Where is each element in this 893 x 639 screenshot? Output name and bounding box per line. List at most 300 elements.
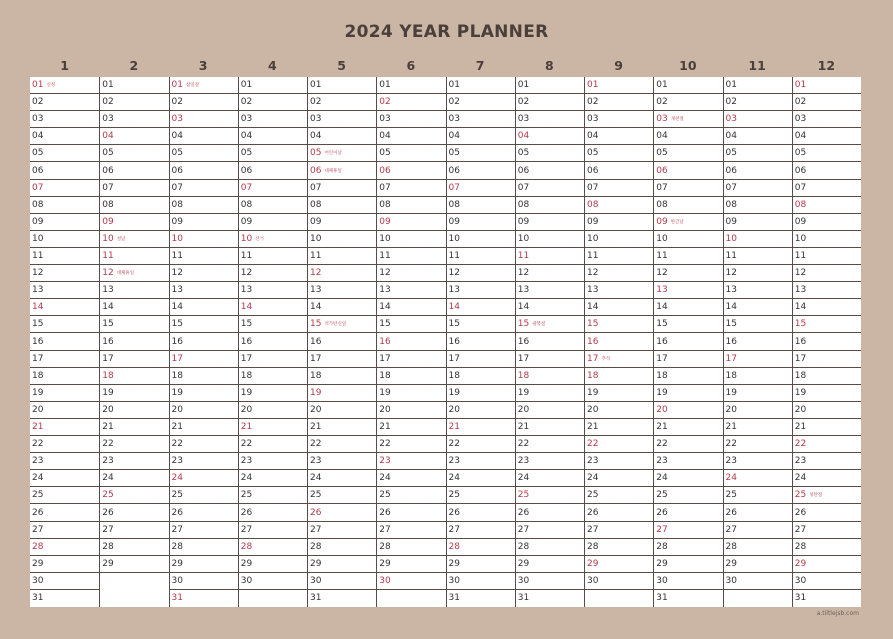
day-number: 16: [517, 336, 530, 347]
day-cell: [30, 265, 99, 282]
day-number: 22: [517, 439, 530, 450]
day-cell: [793, 573, 861, 590]
day-cell: [516, 385, 584, 402]
day-number: 18: [240, 370, 253, 381]
day-cell: [30, 539, 99, 556]
day-number: 12: [517, 268, 530, 279]
day-number: 26: [656, 507, 668, 518]
day-number: 15: [240, 319, 253, 330]
day-cell: [30, 505, 99, 522]
day-number: 23: [517, 456, 530, 467]
day-number: 10: [32, 233, 44, 244]
day-number: 26: [240, 507, 253, 518]
day-cell: [585, 436, 653, 453]
day-number: 16: [171, 336, 183, 347]
months-header: [30, 58, 861, 76]
holiday-label: 개천절: [670, 117, 684, 123]
day-number: 26: [379, 507, 391, 518]
day-cell: [30, 351, 99, 368]
day-cell: [654, 128, 722, 145]
day-number: 06: [171, 165, 183, 176]
day-cell: [100, 487, 168, 504]
day-cell: [724, 145, 792, 162]
day-number: 27: [448, 524, 460, 535]
day-cell: [239, 385, 307, 402]
day-cell: [239, 282, 307, 299]
day-number: 13: [656, 285, 668, 296]
day-number: 23: [794, 456, 807, 467]
day-cell: [308, 334, 376, 351]
day-cell: [516, 197, 584, 214]
planner-grid: [30, 77, 861, 607]
day-number: 17: [171, 353, 183, 364]
day-cell: [239, 145, 307, 162]
day-cell: [377, 163, 445, 180]
day-cell: [447, 197, 515, 214]
day-cell: [170, 248, 238, 265]
day-cell: [377, 334, 445, 351]
day-number: 24: [448, 473, 460, 484]
day-cell: [447, 573, 515, 590]
month-column-11: [723, 77, 792, 607]
day-cell: [30, 419, 99, 436]
day-cell: [30, 316, 99, 333]
day-number: 14: [587, 302, 599, 313]
day-number: 02: [171, 97, 183, 108]
day-cell: [30, 94, 99, 111]
day-cell: [516, 334, 584, 351]
day-number: 28: [725, 541, 737, 552]
day-number: 04: [587, 131, 599, 142]
day-number: 14: [310, 302, 322, 313]
day-number: 31: [32, 593, 44, 603]
day-cell: [724, 265, 792, 282]
day-cell: [30, 385, 99, 402]
day-cell: [377, 299, 445, 316]
day-number: 30: [310, 575, 322, 586]
day-number: 30: [656, 575, 668, 586]
day-number: 10: [379, 233, 391, 244]
day-cell: [308, 163, 376, 180]
day-cell: [447, 351, 515, 368]
day-number: 02: [794, 97, 807, 108]
day-cell: [239, 111, 307, 128]
day-number: 28: [379, 541, 391, 552]
day-cell: [30, 248, 99, 265]
day-number: 03: [656, 114, 668, 125]
day-number: 21: [587, 422, 599, 432]
day-number: 25: [448, 490, 460, 501]
day-number: 29: [379, 558, 391, 569]
day-cell: [793, 282, 861, 299]
day-cell: [724, 539, 792, 556]
day-cell: [30, 453, 99, 470]
day-cell: [516, 316, 584, 333]
day-cell: [377, 556, 445, 573]
day-cell: [170, 197, 238, 214]
day-number: 13: [171, 285, 183, 296]
day-cell: [308, 94, 376, 111]
day-cell: [516, 351, 584, 368]
day-cell: [654, 231, 722, 248]
day-cell: [447, 556, 515, 573]
day-number: 28: [656, 541, 668, 552]
day-number: 01: [102, 80, 114, 90]
day-number: 03: [32, 114, 44, 125]
day-cell: [447, 334, 515, 351]
month-label-5: 5: [337, 58, 346, 73]
day-cell: [308, 197, 376, 214]
day-cell: [793, 556, 861, 573]
day-number: 27: [656, 524, 668, 535]
day-number: 24: [587, 473, 599, 484]
day-cell: [100, 385, 168, 402]
holiday-label: 선거: [255, 236, 264, 242]
day-cell: [516, 265, 584, 282]
day-cell: [724, 163, 792, 180]
day-number: 02: [517, 97, 530, 108]
day-number: 13: [448, 285, 460, 296]
day-number: 19: [32, 387, 44, 398]
day-number: 16: [310, 336, 322, 347]
day-number: 21: [240, 422, 253, 432]
day-cell: [585, 522, 653, 539]
day-number: 17: [240, 353, 253, 364]
day-number: 15: [794, 319, 807, 330]
day-number: 22: [448, 439, 460, 450]
day-number: 04: [310, 131, 322, 142]
day-number: 27: [310, 524, 322, 535]
day-cell: [585, 402, 653, 419]
day-number: 23: [171, 456, 183, 467]
holiday-label: 광복절: [532, 322, 546, 328]
day-cell: [30, 402, 99, 419]
holiday-label: 대체휴일: [324, 168, 342, 174]
day-number: 13: [587, 285, 599, 296]
day-cell: [239, 470, 307, 487]
day-cell: [585, 470, 653, 487]
day-number: 27: [379, 524, 391, 535]
day-number: 22: [656, 439, 668, 450]
day-cell: [724, 334, 792, 351]
day-cell: [654, 522, 722, 539]
day-cell: [100, 470, 168, 487]
day-number: 24: [794, 473, 807, 484]
day-number: 13: [794, 285, 807, 296]
day-cell: [30, 573, 99, 590]
day-number: 07: [725, 182, 737, 193]
day-number: 10: [102, 233, 114, 244]
month-column-9: [584, 77, 653, 607]
day-number: 03: [310, 114, 322, 125]
day-cell: [308, 487, 376, 504]
day-cell: [516, 470, 584, 487]
day-cell: [377, 248, 445, 265]
day-cell: [516, 111, 584, 128]
day-cell: [654, 316, 722, 333]
day-cell: [170, 334, 238, 351]
month-column-7: [446, 77, 515, 607]
day-number: 19: [379, 387, 391, 398]
day-cell: [447, 590, 515, 607]
day-cell: [377, 436, 445, 453]
day-number: 17: [448, 353, 460, 364]
holiday-label: 한글날: [670, 219, 684, 225]
day-number: 10: [725, 233, 737, 244]
day-cell: [170, 265, 238, 282]
day-number: 14: [32, 302, 44, 313]
month-column-12: [792, 77, 861, 607]
day-cell: [308, 539, 376, 556]
day-number: 20: [171, 404, 183, 415]
day-cell: [585, 351, 653, 368]
day-cell: [516, 419, 584, 436]
day-cell: [724, 556, 792, 573]
day-cell: [170, 470, 238, 487]
day-number: 13: [102, 285, 114, 296]
day-cell: [654, 368, 722, 385]
day-cell: [170, 590, 238, 607]
day-number: 11: [448, 251, 460, 261]
day-cell: [793, 419, 861, 436]
day-cell: [239, 556, 307, 573]
day-number: 03: [794, 114, 807, 125]
holiday-label: 삼일절: [185, 83, 199, 88]
day-number: 05: [310, 148, 322, 159]
day-cell: [516, 539, 584, 556]
day-number: 06: [725, 165, 737, 176]
day-number: 29: [517, 558, 530, 569]
day-cell: [447, 231, 515, 248]
day-cell: [724, 111, 792, 128]
day-cell: [654, 402, 722, 419]
day-cell: [724, 231, 792, 248]
day-number: 29: [240, 558, 253, 569]
day-number: 31: [448, 593, 460, 603]
day-number: 15: [32, 319, 44, 330]
day-cell: [793, 590, 861, 607]
day-cell: [30, 590, 99, 607]
day-cell: [170, 556, 238, 573]
day-cell: [170, 351, 238, 368]
month-column-4: [238, 77, 307, 607]
day-cell: [447, 487, 515, 504]
day-number: 16: [656, 336, 668, 347]
day-cell: [377, 351, 445, 368]
day-cell: [170, 180, 238, 197]
day-cell: [516, 556, 584, 573]
day-number: 16: [379, 336, 391, 347]
day-number: 11: [725, 251, 737, 261]
day-cell: [793, 265, 861, 282]
day-cell: [239, 316, 307, 333]
day-number: 01: [171, 80, 183, 90]
day-number: 27: [240, 524, 253, 535]
day-number: 09: [32, 216, 44, 227]
day-number: 18: [656, 370, 668, 381]
day-number: 01: [656, 80, 668, 90]
day-cell: [793, 163, 861, 180]
day-cell: [516, 214, 584, 231]
day-number: 21: [32, 422, 44, 432]
day-number: 20: [102, 404, 114, 415]
day-cell: [793, 248, 861, 265]
day-cell: [654, 556, 722, 573]
day-cell: [793, 197, 861, 214]
day-number: 08: [587, 199, 599, 210]
day-cell: [447, 128, 515, 145]
day-cell: [516, 573, 584, 590]
day-cell: [654, 94, 722, 111]
day-number: 11: [379, 251, 391, 261]
day-number: 22: [379, 439, 391, 450]
day-number: 28: [310, 541, 322, 552]
day-number: 09: [448, 216, 460, 227]
day-cell: [170, 453, 238, 470]
day-number: 28: [102, 541, 114, 552]
day-cell: [377, 522, 445, 539]
day-cell: [654, 299, 722, 316]
day-number: 03: [725, 114, 737, 125]
day-number: 12: [310, 268, 322, 279]
day-cell: [170, 77, 238, 94]
day-cell: [585, 539, 653, 556]
day-number: 25: [725, 490, 737, 501]
day-cell: [100, 77, 168, 94]
day-number: 11: [32, 251, 44, 261]
day-number: 01: [379, 80, 391, 90]
day-cell: [724, 316, 792, 333]
day-number: 21: [171, 422, 183, 432]
day-number: 09: [171, 216, 183, 227]
day-cell: [654, 282, 722, 299]
day-cell: [793, 77, 861, 94]
day-cell: [447, 145, 515, 162]
day-number: 04: [448, 131, 460, 142]
day-cell: [30, 522, 99, 539]
day-number: 26: [102, 507, 114, 518]
day-cell: [793, 111, 861, 128]
day-number: 09: [102, 216, 114, 227]
day-number: 22: [171, 439, 183, 450]
day-number: 12: [587, 268, 599, 279]
day-number: 17: [517, 353, 530, 364]
day-cell: [308, 556, 376, 573]
day-number: 17: [794, 353, 807, 364]
day-cell: [30, 231, 99, 248]
day-cell: [724, 573, 792, 590]
day-cell: [447, 402, 515, 419]
day-cell: [308, 522, 376, 539]
day-number: 24: [171, 473, 183, 484]
day-number: 14: [517, 302, 530, 313]
day-number: 27: [587, 524, 599, 535]
day-number: 28: [240, 541, 253, 552]
day-cell: [100, 419, 168, 436]
day-cell: [654, 248, 722, 265]
day-number: 29: [794, 558, 807, 569]
day-number: 18: [102, 370, 114, 381]
day-number: 23: [310, 456, 322, 467]
day-number: 19: [448, 387, 460, 398]
day-cell: [170, 573, 238, 590]
day-number: 10: [517, 233, 530, 244]
day-number: 23: [379, 456, 391, 467]
day-cell: [170, 385, 238, 402]
day-cell: [308, 111, 376, 128]
day-cell: [654, 573, 722, 590]
day-cell: [308, 590, 376, 607]
day-number: 07: [32, 182, 44, 193]
day-cell: [447, 539, 515, 556]
day-number: 01: [240, 80, 253, 90]
day-number: 10: [240, 233, 253, 244]
day-cell: [100, 282, 168, 299]
day-number: 19: [656, 387, 668, 398]
day-cell: [100, 402, 168, 419]
day-cell: [100, 94, 168, 111]
day-number: 14: [102, 302, 114, 313]
day-cell: [239, 197, 307, 214]
month-column-8: [515, 77, 584, 607]
day-number: 15: [725, 319, 737, 330]
day-number: 23: [725, 456, 737, 467]
day-cell: [170, 163, 238, 180]
day-cell: [239, 419, 307, 436]
day-number: 26: [448, 507, 460, 518]
day-cell: [308, 351, 376, 368]
month-column-3: [169, 77, 238, 607]
day-cell: [30, 436, 99, 453]
day-number: 11: [310, 251, 322, 261]
day-number: 01: [448, 80, 460, 90]
day-number: 29: [656, 558, 668, 569]
day-cell: [377, 128, 445, 145]
day-number: 15: [171, 319, 183, 330]
day-number: 30: [171, 575, 183, 586]
day-cell: [585, 573, 653, 590]
day-number: 01: [32, 80, 44, 90]
day-cell: [377, 453, 445, 470]
day-cell: [30, 180, 99, 197]
day-cell: [654, 351, 722, 368]
day-number: 21: [448, 422, 460, 432]
day-cell: [585, 505, 653, 522]
day-number: 07: [379, 182, 391, 193]
day-cell: [308, 77, 376, 94]
day-cell: [724, 197, 792, 214]
day-cell: [308, 248, 376, 265]
day-number: 28: [517, 541, 530, 552]
day-number: 20: [240, 404, 253, 415]
day-number: 10: [587, 233, 599, 244]
day-cell: [308, 299, 376, 316]
day-number: 06: [794, 165, 807, 176]
day-cell: [585, 94, 653, 111]
day-number: 03: [448, 114, 460, 125]
day-cell: [447, 214, 515, 231]
day-number: 22: [725, 439, 737, 450]
day-number: 21: [102, 422, 114, 432]
day-cell: [239, 368, 307, 385]
day-number: 28: [587, 541, 599, 552]
day-cell: [654, 180, 722, 197]
day-number: 22: [240, 439, 253, 450]
day-number: 12: [102, 268, 114, 279]
day-number: 28: [171, 541, 183, 552]
day-number: 08: [794, 199, 807, 210]
day-cell: [516, 180, 584, 197]
